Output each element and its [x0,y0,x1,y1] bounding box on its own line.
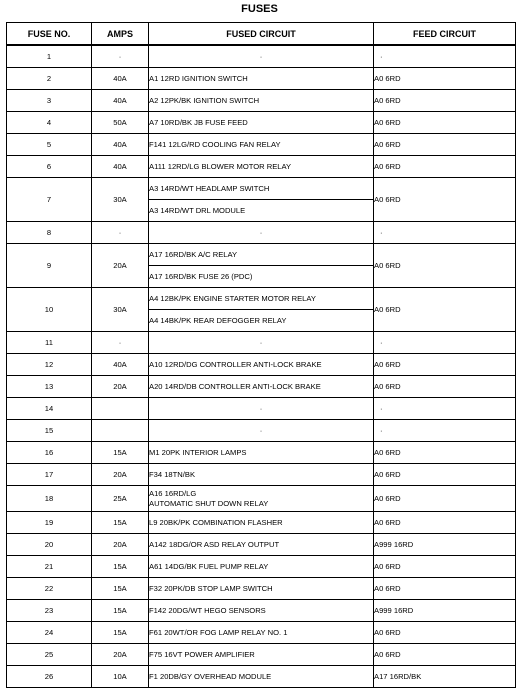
fuse-amps: 50A [92,112,149,134]
fused-circuit: F1 20DB/GY OVERHEAD MODULE [149,666,374,688]
fuse-amps: 15A [92,578,149,600]
fuse-amps: 15A [92,622,149,644]
table-row [7,332,516,354]
feed-circuit: A0 6RD [374,156,516,178]
table-row [7,156,516,178]
table-row [7,512,516,534]
fuse-amps: 40A [92,90,149,112]
fuse-amps: · [92,222,149,244]
fuse-amps: · [92,45,149,68]
fuse-amps: 15A [92,600,149,622]
fused-circuit: A16 16RD/LG AUTOMATIC SHUT DOWN RELAY [149,486,374,512]
fuse-amps: 40A [92,134,149,156]
feed-circuit: A0 6RD [374,178,516,222]
fused-circuit: F75 16VT POWER AMPLIFIER [149,644,374,666]
fused-circuit: · [149,420,374,442]
fused-circuit: F141 12LG/RD COOLING FAN RELAY [149,134,374,156]
header-fuse-no: FUSE NO. [7,23,92,46]
feed-circuit: A0 6RD [374,244,516,288]
table-row [7,244,516,266]
fuse-number: 19 [7,512,92,534]
feed-circuit: A0 6RD [374,354,516,376]
fused-circuit: A4 12BK/PK ENGINE STARTER MOTOR RELAY [149,288,374,310]
table-row [7,442,516,464]
fuse-number: 2 [7,68,92,90]
fuse-number: 12 [7,354,92,376]
fuse-number: 26 [7,666,92,688]
fuse-number: 21 [7,556,92,578]
fuse-number: 23 [7,600,92,622]
table-row [7,222,516,244]
feed-circuit: A0 6RD [374,464,516,486]
fuse-number: 1 [7,45,92,68]
fuse-number: 3 [7,90,92,112]
fuse-amps: 10A [92,666,149,688]
fuse-amps: 20A [92,376,149,398]
header-fused-circuit: FUSED CIRCUIT [149,23,374,46]
fused-circuit: A1 12RD IGNITION SWITCH [149,68,374,90]
fuse-number: 20 [7,534,92,556]
fuses-table-body [7,45,516,688]
table-row [7,622,516,644]
fused-circuit: · [149,332,374,354]
fuse-number: 4 [7,112,92,134]
fuses-table [6,22,516,688]
table-row [7,68,516,90]
feed-circuit: A0 6RD [374,556,516,578]
fuse-number: 6 [7,156,92,178]
fused-circuit: A10 12RD/DG CONTROLLER ANTI-LOCK BRAKE [149,354,374,376]
fused-circuit: · [149,45,374,68]
table-row [7,486,516,512]
fuse-amps: 25A [92,486,149,512]
fuse-amps [92,420,149,442]
table-row [7,464,516,486]
fuse-amps: 20A [92,464,149,486]
header-row [7,23,516,46]
fuse-number: 22 [7,578,92,600]
page-title: FUSES [241,3,278,15]
table-row [7,90,516,112]
feed-circuit: A0 6RD [374,486,516,512]
fuse-amps: 30A [92,178,149,222]
fuse-number: 17 [7,464,92,486]
fused-circuit: A111 12RD/LG BLOWER MOTOR RELAY [149,156,374,178]
feed-circuit: A0 6RD [374,442,516,464]
fuse-amps: 40A [92,68,149,90]
fuse-number: 24 [7,622,92,644]
fuse-number: 5 [7,134,92,156]
fused-circuit: A2 12PK/BK IGNITION SWITCH [149,90,374,112]
fuse-number: 15 [7,420,92,442]
fused-circuit: · [149,222,374,244]
feed-circuit: A0 6RD [374,512,516,534]
fuse-number: 16 [7,442,92,464]
table-row [7,644,516,666]
feed-circuit: · [374,398,516,420]
feed-circuit: A0 6RD [374,622,516,644]
fuse-amps: 15A [92,442,149,464]
table-row [7,666,516,688]
fuse-amps: 20A [92,644,149,666]
table-row [7,288,516,310]
fused-circuit: A61 14DG/BK FUEL PUMP RELAY [149,556,374,578]
fused-circuit: F142 20DG/WT HEGO SENSORS [149,600,374,622]
table-row [7,178,516,200]
table-row [7,376,516,398]
fuse-number: 14 [7,398,92,420]
table-row [7,134,516,156]
fuse-amps: 20A [92,534,149,556]
fused-circuit: A4 14BK/PK REAR DEFOGGER RELAY [149,310,374,332]
fuse-number: 9 [7,244,92,288]
fuse-amps: 40A [92,156,149,178]
feed-circuit: · [374,222,516,244]
feed-circuit: A0 6RD [374,578,516,600]
fused-circuit: A17 16RD/BK A/C RELAY [149,244,374,266]
fuse-number: 8 [7,222,92,244]
fuse-amps: 15A [92,512,149,534]
fused-circuit: A17 16RD/BK FUSE 26 (PDC) [149,266,374,288]
feed-circuit: · [374,332,516,354]
feed-circuit: A999 16RD [374,600,516,622]
fuse-amps: 40A [92,354,149,376]
table-row [7,398,516,420]
table-row [7,112,516,134]
fuse-amps: 20A [92,244,149,288]
table-row [7,45,516,68]
table-row [7,420,516,442]
fused-circuit: · [149,398,374,420]
feed-circuit: A17 16RD/BK [374,666,516,688]
table-row [7,534,516,556]
fused-circuit: A3 14RD/WT DRL MODULE [149,200,374,222]
fused-circuit: L9 20BK/PK COMBINATION FLASHER [149,512,374,534]
fused-circuit: F34 18TN/BK [149,464,374,486]
header-feed-circuit: FEED CIRCUIT [374,23,516,46]
feed-circuit: · [374,420,516,442]
feed-circuit: A0 6RD [374,90,516,112]
fuse-number: 25 [7,644,92,666]
feed-circuit: A999 16RD [374,534,516,556]
feed-circuit: · [374,45,516,68]
feed-circuit: A0 6RD [374,376,516,398]
fused-circuit: A20 14RD/DB CONTROLLER ANTI-LOCK BRAKE [149,376,374,398]
feed-circuit: A0 6RD [374,134,516,156]
table-row [7,354,516,376]
feed-circuit: A0 6RD [374,112,516,134]
fused-circuit: M1 20PK INTERIOR LAMPS [149,442,374,464]
table-row [7,578,516,600]
fuse-number: 18 [7,486,92,512]
table-row [7,556,516,578]
fused-circuit: A142 18DG/OR ASD RELAY OUTPUT [149,534,374,556]
fused-circuit: F61 20WT/OR FOG LAMP RELAY NO. 1 [149,622,374,644]
feed-circuit: A0 6RD [374,644,516,666]
header-amps: AMPS [92,23,149,46]
fused-circuit: A3 14RD/WT HEADLAMP SWITCH [149,178,374,200]
fuse-amps: · [92,332,149,354]
feed-circuit: A0 6RD [374,68,516,90]
feed-circuit: A0 6RD [374,288,516,332]
fuse-amps [92,398,149,420]
fused-circuit: A7 10RD/BK JB FUSE FEED [149,112,374,134]
fuse-number: 13 [7,376,92,398]
fuse-number: 7 [7,178,92,222]
table-row [7,600,516,622]
fuse-amps: 30A [92,288,149,332]
fuse-amps: 15A [92,556,149,578]
fused-circuit: F32 20PK/DB STOP LAMP SWITCH [149,578,374,600]
fuse-number: 11 [7,332,92,354]
fuse-number: 10 [7,288,92,332]
